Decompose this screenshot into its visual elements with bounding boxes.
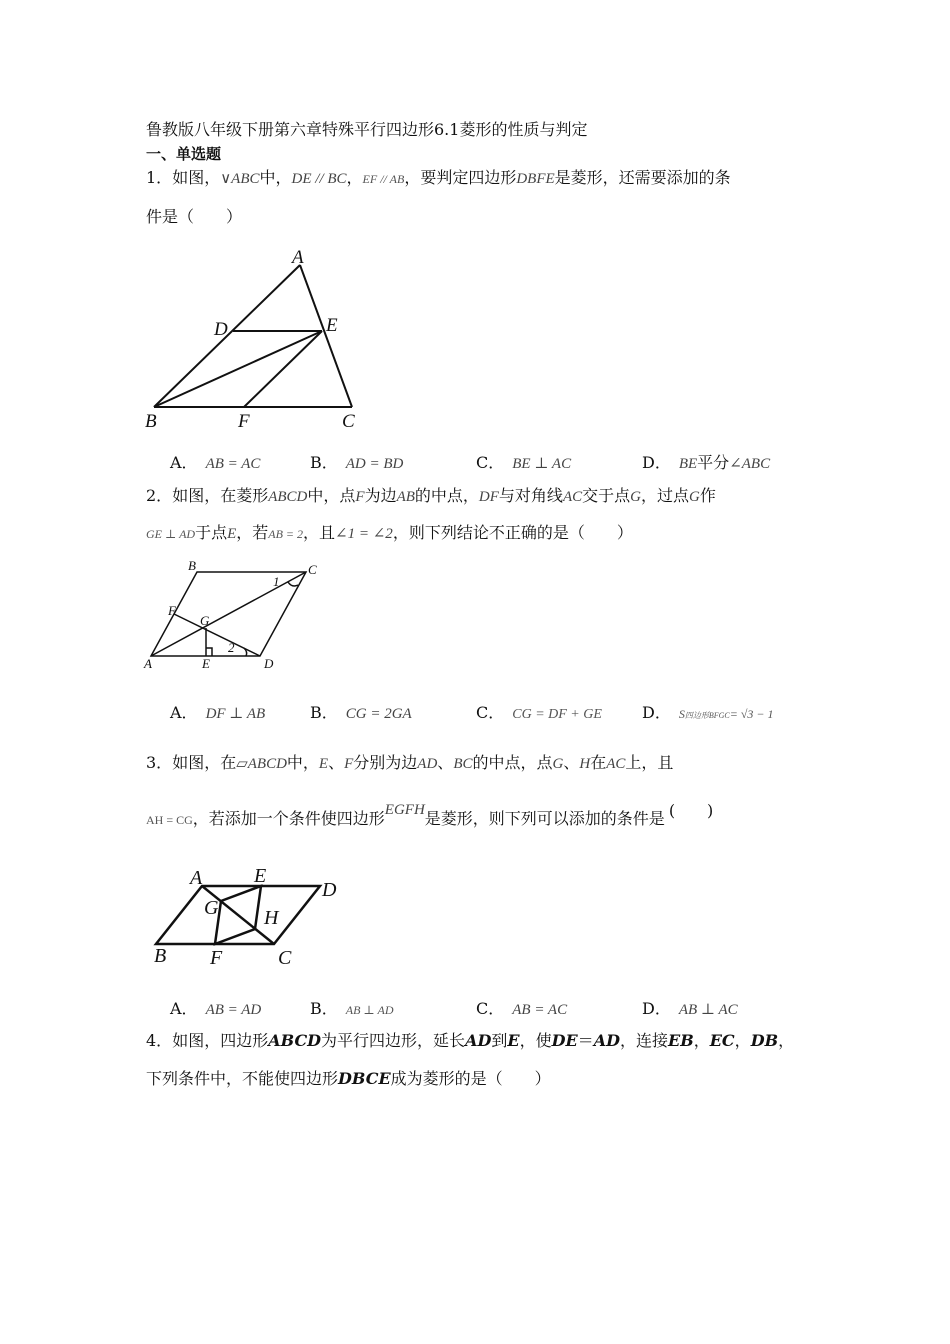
math-expr: ABCD <box>268 489 308 505</box>
math-expr: AB <box>396 489 415 505</box>
math-expr: AB = AD <box>205 1002 262 1018</box>
option-label: D． <box>642 703 671 722</box>
question-text: 为边 <box>364 486 397 505</box>
vertex-label: E <box>254 865 267 887</box>
question-text: 如图，在菱形 <box>172 486 269 505</box>
question-2-line-1 <box>146 485 716 508</box>
question-text: 如图，四边形 <box>172 1031 269 1050</box>
vertex-label: B <box>188 558 196 573</box>
math-expr: AB ⊥ AD <box>345 1003 394 1017</box>
question-text: ， <box>778 1031 795 1050</box>
vertex-label: G <box>200 613 210 628</box>
math-expr: BE <box>678 456 698 472</box>
question-text: 为平行四边形，延长 <box>321 1031 466 1050</box>
question-text: 到 <box>491 1031 508 1050</box>
math-expr: ▱ABCD <box>236 756 287 772</box>
vertex-label: H <box>264 907 279 929</box>
q2-option-d[interactable] <box>642 700 774 723</box>
vertex-label: B <box>145 411 157 432</box>
question-text: 中， <box>286 753 319 772</box>
math-expr: DF ⊥ AB <box>205 706 266 722</box>
math-subscript: 四边形BFGC <box>684 711 730 720</box>
math-expr: ∨ABC <box>220 171 260 187</box>
question-text: 成为菱形的是（ ） <box>390 1069 551 1088</box>
vertex-label: G <box>204 897 219 919</box>
vertex-label: F <box>210 947 223 969</box>
page-title: 鲁教版八年级下册第六章特殊平行四边形6.1菱形的性质与判定 <box>146 120 588 139</box>
question-4-line-1 <box>146 1030 794 1052</box>
question-text: ， <box>346 168 363 187</box>
math-expr: EF // AB <box>362 172 405 186</box>
q2-option-c[interactable] <box>476 700 602 723</box>
vertex-label: C <box>308 562 317 577</box>
question-text: 是菱形，则下列可以添加的条件是 <box>424 809 665 828</box>
vertex-label: D <box>214 319 228 340</box>
question-text: ，且 <box>303 523 336 542</box>
vertex-label: F <box>168 603 176 618</box>
math-expr: AD <box>593 1031 620 1050</box>
math-expr: AB = AC <box>205 456 261 472</box>
question-text: 在 <box>590 753 607 772</box>
question-text: ，使 <box>519 1031 552 1050</box>
question-3-line-1 <box>146 752 673 775</box>
question-text: 交于点 <box>582 486 631 505</box>
rhombus-figure <box>140 556 340 676</box>
question-text: 是菱形，还需要添加的条 <box>554 168 731 187</box>
math-expr: ∠ABC <box>729 456 771 472</box>
math-expr: E <box>507 1031 520 1050</box>
math-expr: = √3 − 1 <box>729 707 774 721</box>
question-text: 上，且 <box>625 753 674 772</box>
option-label: C． <box>476 999 505 1018</box>
math-expr: F <box>344 756 354 772</box>
math-expr: CG = 2GA <box>345 706 412 722</box>
math-expr: AB ⊥ AC <box>678 1002 738 1018</box>
math-expr: ABCD <box>268 1031 322 1050</box>
question-number: 3． <box>146 753 173 772</box>
math-expr: EC <box>709 1031 735 1050</box>
option-label: D． <box>642 999 671 1018</box>
vertex-label: C <box>342 411 355 432</box>
q2-option-b[interactable] <box>310 700 412 723</box>
vertex-label: D <box>264 656 274 671</box>
question-number: 4． <box>146 1031 173 1050</box>
question-1-line-2: 件是（ ） <box>146 207 243 226</box>
math-expr: DB <box>750 1031 779 1050</box>
question-text: ，则下列结论不正确的是（ ） <box>392 523 633 542</box>
question-text: 作 <box>699 486 716 505</box>
math-expr: DE // BC <box>291 171 347 187</box>
math-expr: DBFE <box>516 171 555 187</box>
vertex-label: C <box>278 947 292 969</box>
question-text: 下列条件中，不能使四边形 <box>146 1069 339 1088</box>
q1-option-d[interactable] <box>642 450 770 473</box>
question-text: ， <box>734 1031 751 1050</box>
math-expr: DE <box>551 1031 578 1050</box>
math-expr: DF <box>478 489 499 505</box>
question-text: 中，点 <box>307 486 356 505</box>
vertex-label: D <box>322 879 337 901</box>
q3-option-a[interactable] <box>170 996 261 1019</box>
question-text: ，过点 <box>640 486 689 505</box>
math-expr: AC <box>562 489 583 505</box>
question-text: ， <box>693 1031 710 1050</box>
math-expr: AD = BD <box>345 456 404 472</box>
question-text: 如图， <box>172 168 221 187</box>
option-label: B． <box>310 999 338 1018</box>
question-4-line-2 <box>146 1068 551 1090</box>
question-3-line-2 <box>146 801 714 831</box>
math-expr: BC <box>453 756 473 772</box>
math-expr: DBCE <box>338 1069 391 1088</box>
option-label: D． <box>642 453 671 472</box>
math-expr: F <box>355 489 365 505</box>
question-text: 于点 <box>195 523 228 542</box>
math-expr: E <box>227 526 237 542</box>
math-expr: BE ⊥ AC <box>512 456 572 472</box>
math-expr: CG = DF + GE <box>512 707 602 722</box>
vertex-label: E <box>202 656 210 671</box>
option-label: C． <box>476 453 505 472</box>
math-expr: AB = 2 <box>268 527 304 541</box>
math-expr: GE ⊥ AD <box>146 527 196 541</box>
vertex-label: A <box>292 247 304 268</box>
angle-label: 2 <box>228 640 235 655</box>
question-text: 与对角线 <box>498 486 563 505</box>
math-expr: E <box>318 756 329 772</box>
vertex-label: F <box>238 411 250 432</box>
math-expr: EGFH <box>384 802 425 818</box>
math-expr: S <box>678 707 685 721</box>
math-expr: EB <box>668 1031 694 1050</box>
question-text: 、 <box>563 753 580 772</box>
math-expr: AB = AC <box>512 1002 568 1018</box>
math-expr: ∠1 = ∠2 <box>335 526 393 542</box>
section-heading: 一、单选题 <box>146 145 222 163</box>
question-1-line-1 <box>146 167 731 190</box>
question-text: 分别为边 <box>353 753 418 772</box>
vertex-label: E <box>326 315 338 336</box>
question-text: 中， <box>259 168 292 187</box>
q3-option-b[interactable] <box>310 996 394 1019</box>
option-label: A． <box>170 453 198 472</box>
question-2-line-2 <box>146 522 633 545</box>
option-label: C． <box>476 703 505 722</box>
question-text: 的中点，点 <box>472 753 553 772</box>
question-text: ，若添加一个条件使四边形 <box>192 809 385 828</box>
option-label: A． <box>170 999 198 1018</box>
vertex-label: B <box>154 945 167 967</box>
math-expr: AD <box>465 1031 492 1050</box>
vertex-label: A <box>190 867 203 889</box>
q2-option-a[interactable] <box>170 700 265 723</box>
q1-option-b[interactable] <box>310 450 403 473</box>
question-text: ＝ <box>577 1031 594 1050</box>
math-expr: AD <box>417 756 438 772</box>
math-expr: G <box>630 489 641 505</box>
triangle-figure <box>140 245 370 435</box>
question-text: 如图，在 <box>172 753 237 772</box>
question-text: 的中点， <box>414 486 479 505</box>
parallelogram-figure <box>150 862 350 972</box>
q1-option-a[interactable] <box>170 450 260 473</box>
vertex-label: A <box>144 656 152 671</box>
math-expr: AH = CG <box>146 813 193 827</box>
option-label: B． <box>310 453 338 472</box>
math-expr: G <box>552 756 564 772</box>
math-expr: H <box>579 756 591 772</box>
question-text: ( ) <box>668 801 714 820</box>
option-text: 平分 <box>697 453 730 472</box>
question-number: 2． <box>146 486 173 505</box>
q3-option-c[interactable] <box>476 996 567 1019</box>
math-expr: AC <box>606 756 626 772</box>
option-label: A． <box>170 703 198 722</box>
question-text: 、 <box>328 753 345 772</box>
angle-label: 1 <box>273 574 280 589</box>
q1-option-c[interactable] <box>476 450 571 473</box>
question-text: ，要判定四边形 <box>404 168 517 187</box>
question-number: 1． <box>146 168 173 187</box>
option-label: B． <box>310 703 338 722</box>
question-text: ，若 <box>236 523 269 542</box>
q3-option-d[interactable] <box>642 996 738 1019</box>
question-text: ，连接 <box>619 1031 668 1050</box>
question-text: 、 <box>437 753 454 772</box>
math-expr: G <box>688 489 700 505</box>
